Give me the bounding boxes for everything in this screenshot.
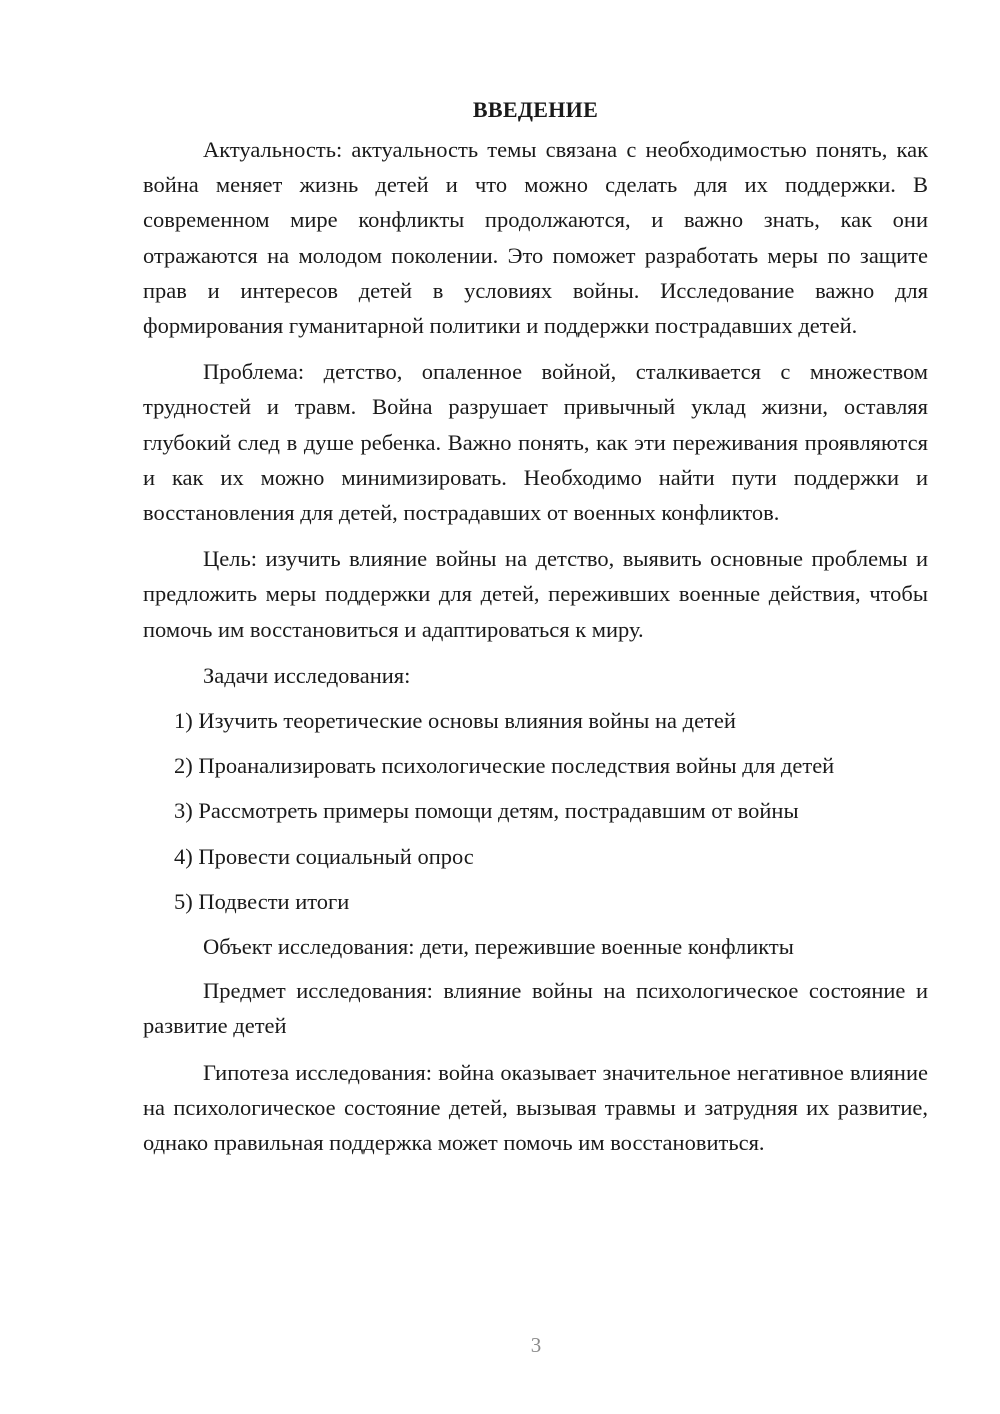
hypothesis-paragraph: Гипотеза исследования: война оказывает значительное негативное влияние на психологическое состояние детей, вызывая травмы и затрудняя их развитие, однако правильная поддержка может помочь им восстановиться. bbox=[143, 1059, 928, 1156]
page-number: 3 bbox=[530, 1333, 542, 1357]
goal-paragraph: Цель: изучить влияние войны на детство, выявить основные проблемы и предложить меры поддержки для детей, переживших военные действия, чтобы помочь им восстановиться и адаптироваться к миру. bbox=[143, 546, 928, 642]
task-item-3: 3) Рассмотреть примеры помощи детям, пострадавшим от войны bbox=[174, 798, 799, 824]
subject-paragraph: Предмет исследования: влияние войны на психологическое состояние и развитие детей bbox=[143, 978, 928, 1039]
task-item-5: 5) Подвести итоги bbox=[174, 888, 350, 914]
relevance-paragraph: Актуальность: актуальность темы связана с необходимостью понять, как война меняет жизнь детей и что можно сделать для их поддержки. В современном мире конфликты продолжаются, и важно знать, как они отражаются на молодом поколении. Это поможет разработать меры по защите прав и интересов детей в условиях войны. Исследование важно для формирования гуманитарной политики и поддержки пострадавших детей. bbox=[143, 137, 928, 339]
problem-paragraph: Проблема: детство, опаленное войной, сталкивается с множеством трудностей и травм. Война разрушает привычный уклад жизни, оставляя глубокий след в душе ребенка. Важно понять, как эти переживания проявляются и как их можно минимизировать. Необходимо найти пути поддержки и восстановления для детей, пострадавших от военных конфликтов. bbox=[143, 359, 928, 526]
task-item-1: 1) Изучить теоретические основы влияния войны на детей bbox=[174, 708, 736, 734]
object-paragraph: Объект исследования: дети, пережившие военные конфликты bbox=[203, 934, 794, 960]
document-page bbox=[143, 92, 928, 1171]
task-item-2: 2) Проанализировать психологические последствия войны для детей bbox=[174, 753, 835, 779]
section-title: ВВЕДЕНИЕ bbox=[472, 97, 599, 122]
tasks-list bbox=[143, 703, 928, 919]
tasks-heading: Задачи исследования: bbox=[203, 662, 411, 688]
task-item-4: 4) Провести социальный опрос bbox=[174, 843, 474, 869]
